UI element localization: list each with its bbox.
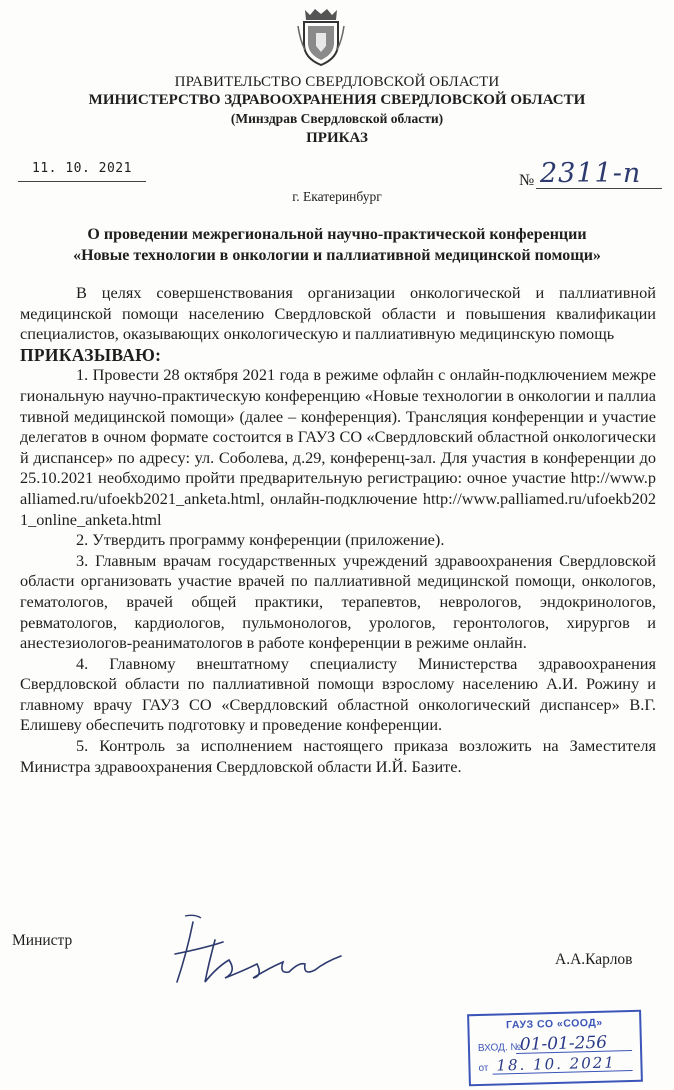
order-item-3: 3. Главным врачам государственных учреждений здравоохранения Свердловской области организовать участие врачей по паллиативной медицинской помощи, онкологов, гематологов, врачей общей практики, терапевтов, неврологов, эндокринологов, ревматологов, кардиологов, пульмонологов, урологов, геронтологов, хирургов и анестезиологов-реаниматологов в работе конференции в режиме онлайн.: [20, 550, 656, 653]
date-underline: [18, 181, 146, 182]
document-type: ПРИКАЗ: [306, 130, 368, 146]
stamp-incoming-label: ВХОД. №: [477, 1041, 522, 1055]
incoming-registration-stamp: [467, 1010, 643, 1087]
signer-name: А.А.Карлов: [555, 951, 633, 968]
stamp-organization: ГАУЗ СО «СООД»: [505, 1016, 603, 1032]
ministry-short-name: (Минздрав Свердловской области): [230, 111, 444, 126]
number-symbol: №: [519, 172, 535, 189]
stamp-date-label: от: [478, 1062, 489, 1075]
order-item-1: 1. Провести 28 октября 2021 года в режиме офлайн с онлайн-подключением межрегиональную научно-практическую конференцию «Новые технологии в онкологии и паллиативной медицинской помощи» (далее – конференция). Трансляция конференции и участие делегатов в очном формате состоится в ГАУЗ СО «Свердловский областной онкологический диспансер» по адресу: ул. Соболева, д.29, конференц-зал. Для участия в конференции до 25.10.2021 необходимо пройти предварительную регистрацию: очное участие http://www.palliamed.ru/ufoekb2021_anketa.html, онлайн-подключение http://www.palliamed.ru/ufoekb2021_online_anketa.html: [20, 365, 656, 529]
signer-position: Министр: [12, 932, 73, 949]
city: г. Екатеринбург: [292, 189, 382, 204]
order-title-line-2: «Новые технологии в онкологии и паллиативной медицинской помощи»: [73, 247, 601, 264]
intro-paragraph: В целях совершенствования организации онкологической и паллиативной медицинской помощи населению Свердловской области и повышения квалификации специалистов, оказывающих онкологическую и паллиативную медицинскую помощь: [20, 283, 656, 344]
order-title-line-1: О проведении межрегиональной научно-практической конференции: [87, 226, 587, 243]
order-item-2: 2. Утвердить программу конференции (приложение).: [76, 530, 445, 550]
government-name: ПРАВИТЕЛЬСТВО СВЕРДЛОВСКОЙ ОБЛАСТИ: [174, 74, 500, 90]
handwritten-signature: [165, 912, 355, 992]
stamp-date: 18. 10. 2021: [496, 1053, 617, 1075]
order-body: [20, 283, 656, 777]
order-number: 2311-п: [540, 158, 642, 189]
order-item-4: 4. Главному внештатному специалисту Министерства здравоохранения Свердловской области по паллиативной помощи взрослому населению А.И. Рожину и главному врачу ГАУЗ СО «Свердловский областной онкологический диспансер» В.Г. Елишеву обеспечить подготовку и проведение конференции.: [20, 653, 656, 735]
order-keyword: ПРИКАЗЫВАЮ:: [20, 344, 162, 365]
ministry-name: МИНИСТЕРСТВО ЗДРАВООХРАНЕНИЯ СВЕРДЛОВСКОЙ ОБЛАСТИ: [88, 92, 586, 108]
stamp-incoming-number: 01-01-256: [519, 1032, 608, 1055]
order-item-5: 5. Контроль за исполнением настоящего приказа возложить на Заместителя Министра здравоохранения Свердловской области И.Й. Базите.: [20, 736, 656, 776]
coat-of-arms-icon: [296, 6, 346, 68]
order-date: 11. 10. 2021: [32, 161, 132, 176]
